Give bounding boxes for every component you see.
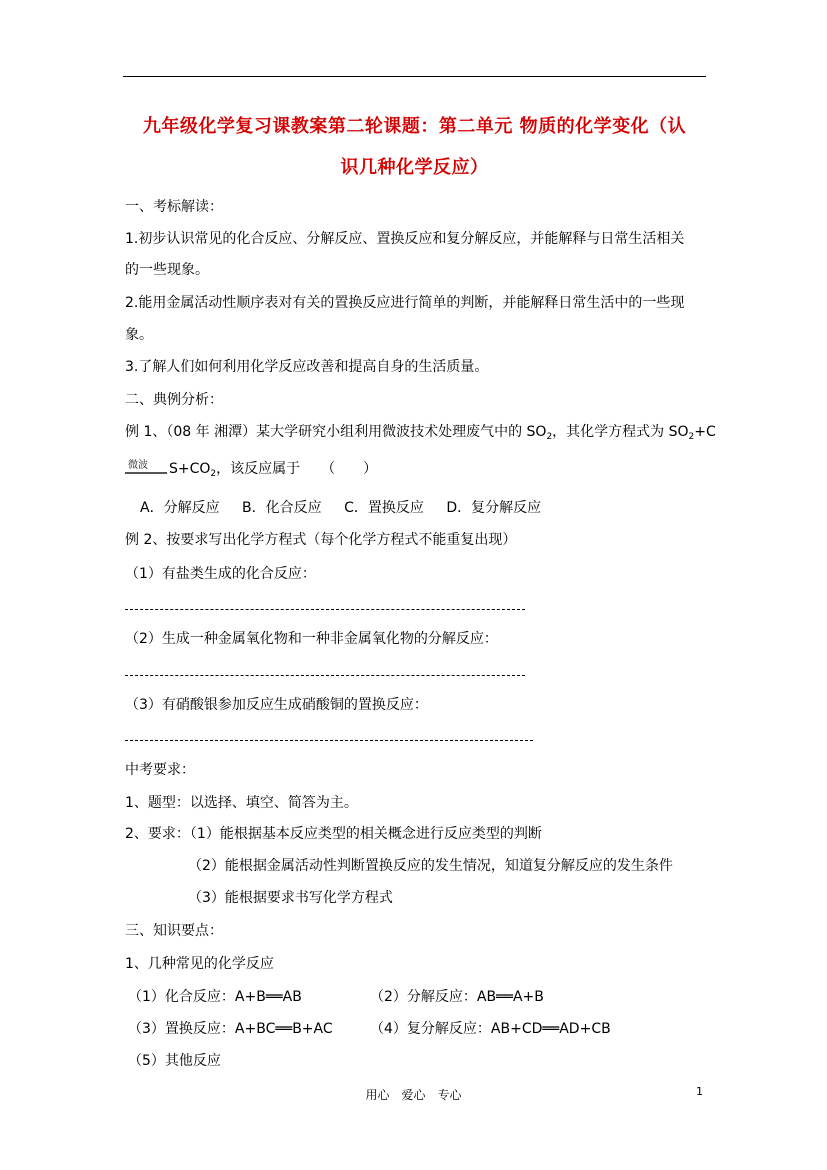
reaction-decomposition: （2）分解反应：AB══A+B (370, 989, 544, 1005)
example-1-question (125, 421, 716, 442)
example-1-choices (140, 497, 559, 517)
choice-d[interactable]: D．复分解反应 (446, 500, 542, 516)
reaction-arrow (125, 459, 167, 477)
example-1-text: ，该反应属于 （ ） (216, 461, 378, 477)
subscript: 2 (546, 432, 553, 442)
choice-a[interactable]: A．分解反应 (140, 500, 220, 516)
example-2-heading: 例 2、按要求写出化学方程式（每个化学方程式不能重复出现） (125, 532, 517, 548)
doc-title-line1: 九年级化学复习课教案第二轮课题：第二单元 物质的化学变化（认 (142, 116, 687, 137)
knowledge-point-1: 1、几种常见的化学反应 (125, 956, 274, 972)
example-2-q1: （1）有盐类生成的化合反应： (125, 566, 316, 582)
objective-1-line2: 的一些现象。 (125, 262, 209, 278)
exam-requirement-2: 2、要求：（1）能根据基本反应类型的相关概念进行反应类型的判断 (125, 826, 542, 842)
example-1-text: 例 1、（08 年 湘潭）某大学研究小组利用微波技术处理废气中的 SO (125, 424, 547, 440)
example-1-text: +C (694, 424, 716, 440)
objective-2-line2: 象。 (125, 327, 153, 343)
exam-requirement-2-3: （3）能根据要求书写化学方程式 (188, 890, 393, 906)
exam-requirements-heading: 中考要求： (125, 762, 195, 778)
header-rule (123, 76, 706, 77)
subscript: 2 (210, 469, 217, 479)
answer-blank-2[interactable] (125, 675, 525, 676)
section-heading-1: 一、考标解读： (125, 199, 223, 215)
subscript: 2 (688, 432, 695, 442)
answer-blank-1[interactable] (125, 609, 525, 610)
exam-requirement-2-2: （2）能根据金属活动性判断置换反应的发生情况，知道复分解反应的发生条件 (188, 858, 673, 874)
example-1-text: S+CO (169, 461, 211, 477)
reaction-other: （5）其他反应 (128, 1053, 221, 1069)
section-heading-2: 二、典例分析： (125, 392, 223, 408)
choice-b[interactable]: B．化合反应 (242, 500, 322, 516)
section-heading-3: 三、知识要点： (125, 923, 223, 939)
objective-2-line1: 2.能用金属活动性顺序表对有关的置换反应进行简单的判断，并能解释日常生活中的一些现 (125, 295, 685, 311)
reaction-combination: （1）化合反应：A+B══AB (128, 989, 302, 1005)
example-1-equation (125, 458, 377, 479)
choice-c[interactable]: C．置换反应 (344, 500, 424, 516)
objective-1-line1: 1.初步认识常见的化合反应、分解反应、置换反应和复分解反应，并能解释与日常生活相关 (125, 231, 685, 247)
arrow-line (125, 472, 167, 474)
example-1-text: ，其化学方程式为 SO (552, 424, 689, 440)
example-2-q3: （3）有硝酸银参加反应生成硝酸铜的置换反应： (125, 697, 428, 713)
doc-title-line2: 识几种化学反应） (340, 157, 489, 178)
answer-blank-3[interactable] (125, 740, 533, 741)
page-number: 1 (696, 1085, 703, 1098)
example-2-q2: （2）生成一种金属氧化物和一种非金属氧化物的分解反应： (125, 631, 498, 647)
page-footer: 用心 爱心 专心 (365, 1088, 462, 1102)
arrow-condition: 微波 (128, 460, 148, 471)
objective-3: 3.了解人们如何利用化学反应改善和提高自身的生活质量。 (125, 359, 489, 375)
reaction-double-displacement: （4）复分解反应：AB+CD══AD+CB (370, 1021, 611, 1037)
reaction-displacement: （3）置换反应：A+BC══B+AC (128, 1021, 333, 1037)
exam-requirement-1: 1、题型：以选择、填空、简答为主。 (125, 795, 358, 811)
